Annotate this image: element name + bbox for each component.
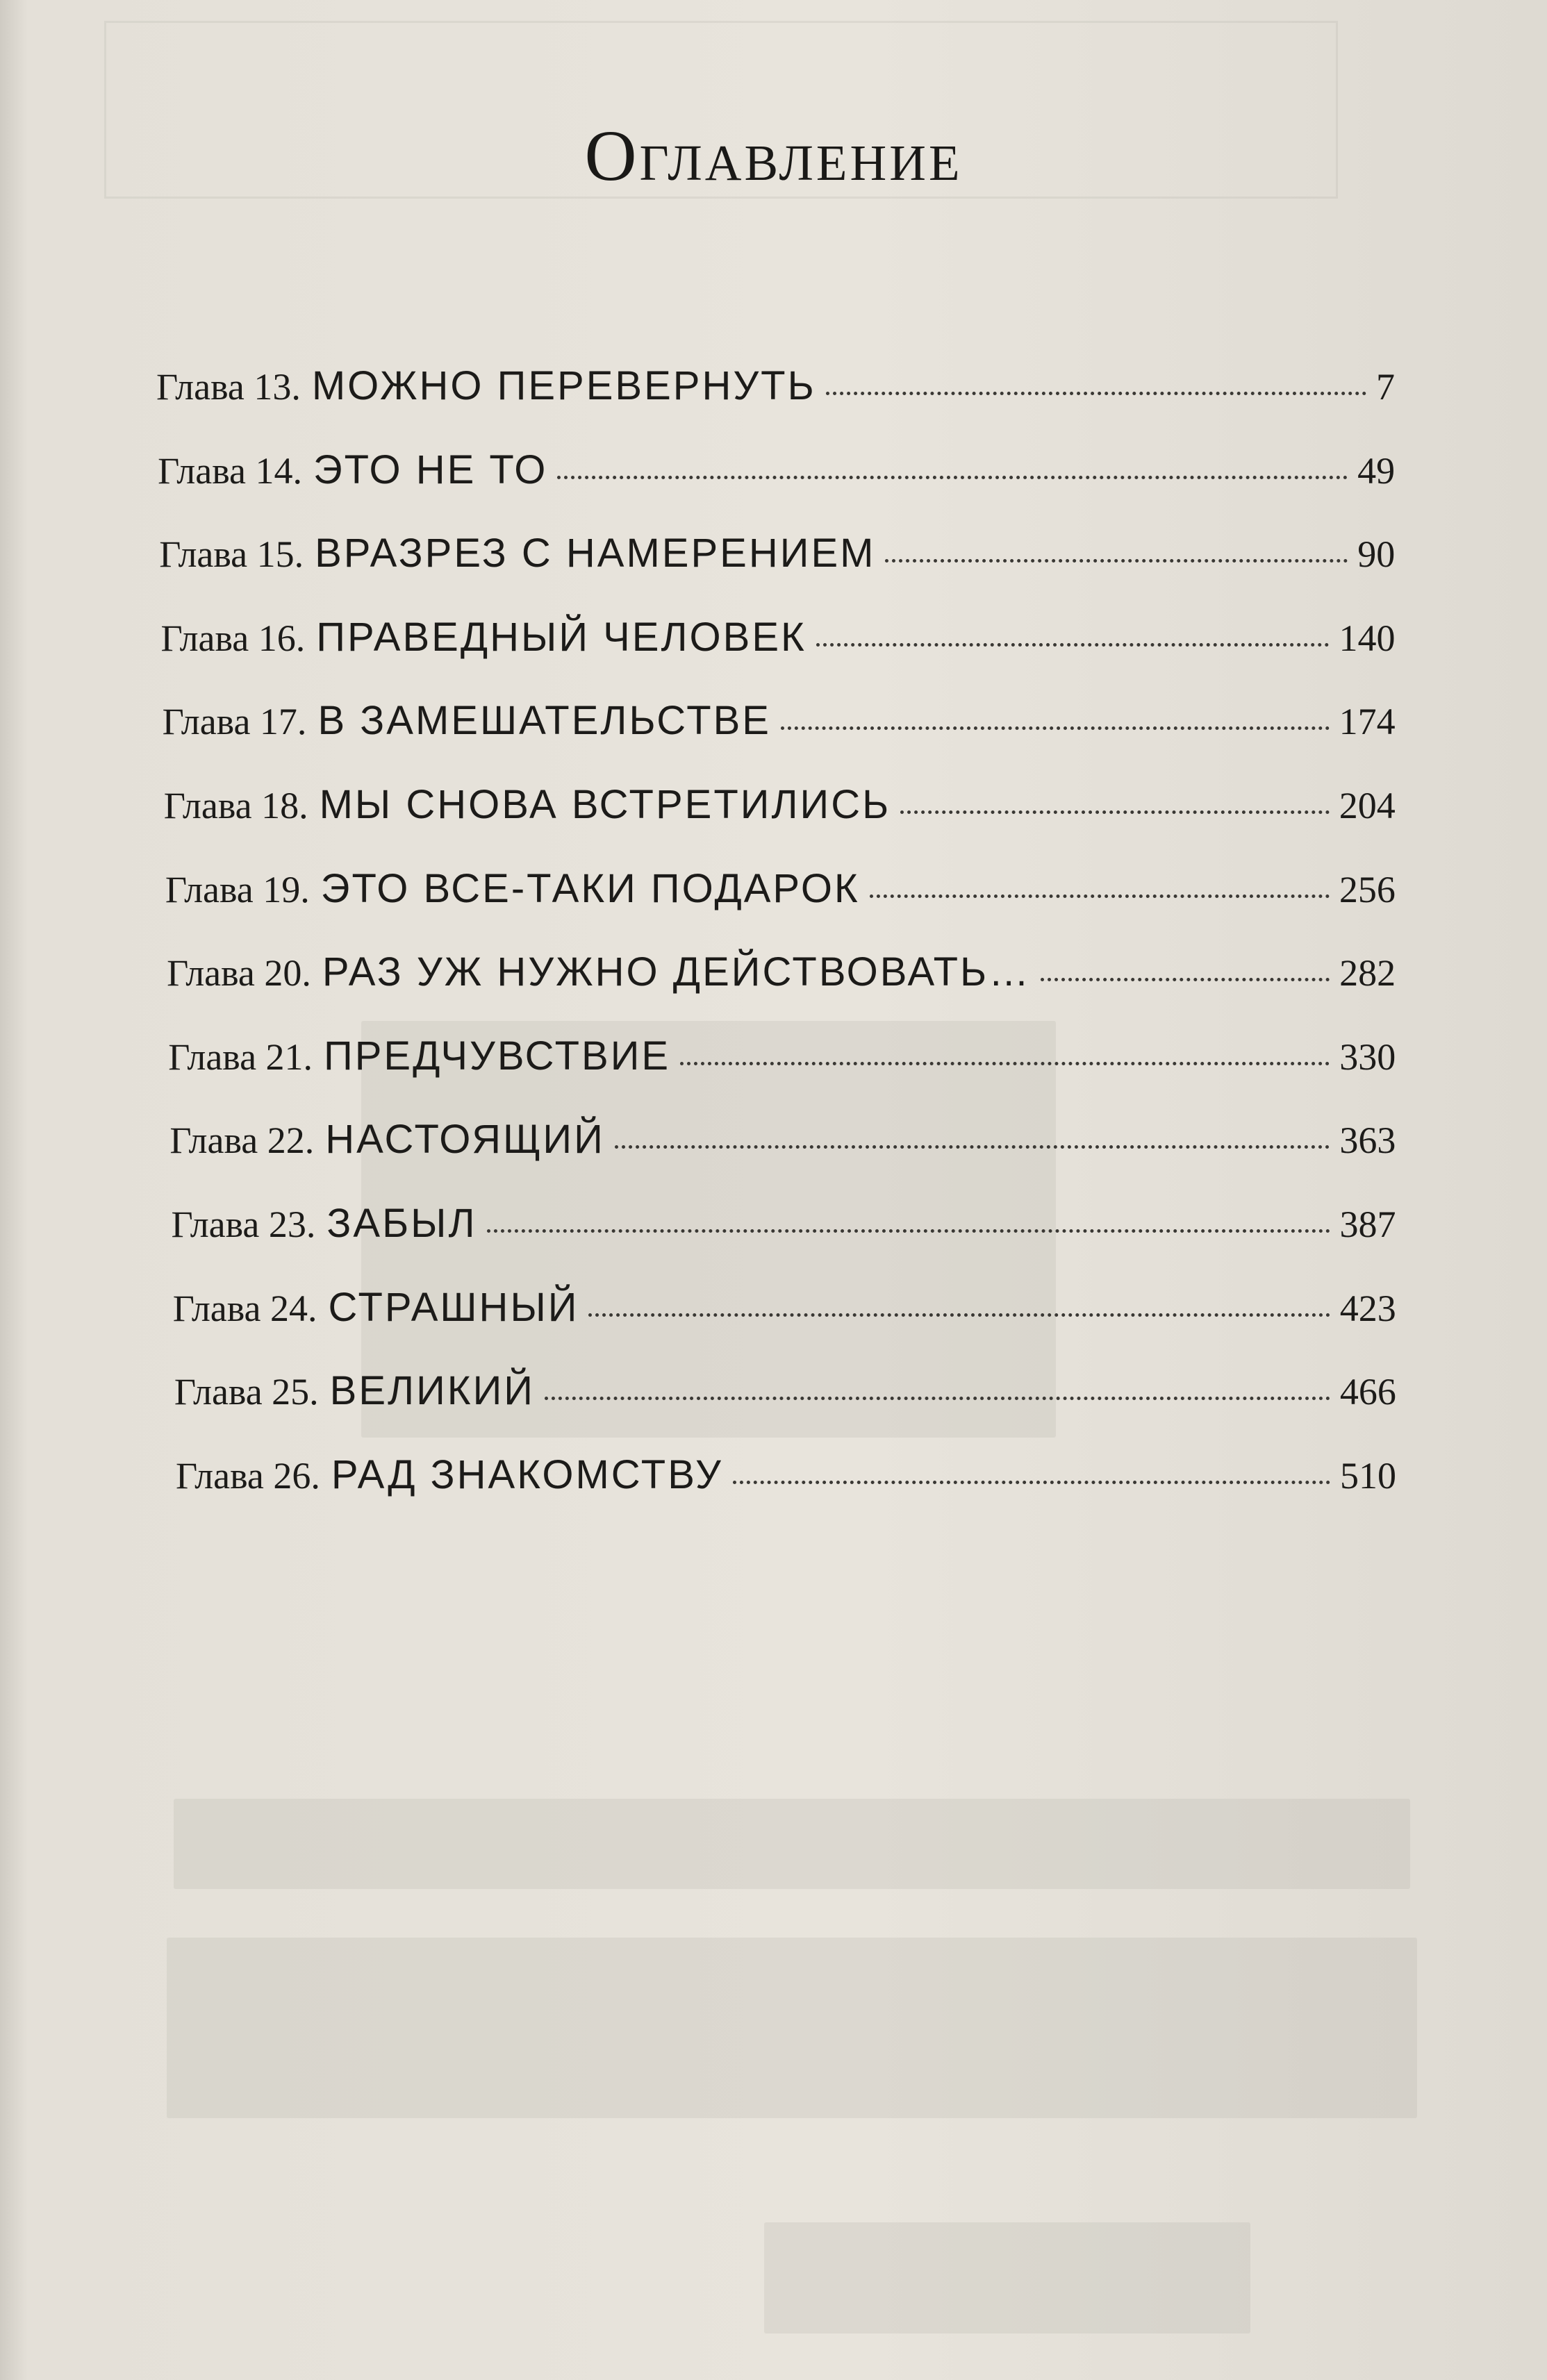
page-title: Оглавление [584, 116, 963, 196]
page-number: 256 [1339, 868, 1396, 910]
toc-entry [172, 1200, 1396, 1256]
dot-leader [545, 1397, 1330, 1400]
toc-entry [159, 530, 1395, 585]
dot-leader [615, 1145, 1330, 1149]
chapter-title: ВРАЗРЕЗ С НАМЕРЕНИЕМ [315, 531, 876, 576]
toc-entry [163, 697, 1396, 753]
page-number: 466 [1339, 1371, 1396, 1413]
chapter-number: Глава 13. [156, 366, 301, 408]
page-number: 204 [1339, 785, 1396, 826]
page-number: 140 [1339, 617, 1396, 659]
chapter-title: МЫ СНОВА ВСТРЕТИЛИСЬ [319, 782, 891, 827]
page-number: 90 [1357, 533, 1396, 576]
chapter-title: ПРЕДЧУВСТВИЕ [324, 1033, 671, 1079]
dot-leader [900, 810, 1330, 814]
toc-entry [174, 1367, 1396, 1423]
toc-entry [156, 363, 1395, 418]
chapter-title: РАЗ УЖ НУЖНО ДЕЙСТВОВАТЬ… [322, 949, 1032, 995]
chapter-title: НАСТОЯЩИЙ [325, 1117, 605, 1163]
chapter-title: СТРАШНЫЙ [328, 1284, 579, 1330]
dot-leader [487, 1229, 1330, 1233]
page-number: 282 [1339, 952, 1396, 995]
dot-leader [680, 1062, 1330, 1065]
dot-leader [1041, 978, 1330, 981]
page-number: 7 [1376, 366, 1395, 408]
chapter-number: Глава 23. [171, 1204, 316, 1245]
chapter-number: Глава 14. [158, 449, 302, 492]
page-number: 510 [1340, 1454, 1396, 1497]
dot-leader [826, 392, 1366, 395]
page-number: 387 [1339, 1204, 1396, 1245]
chapter-title: ПРАВЕДНЫЙ ЧЕЛОВЕК [316, 614, 806, 660]
page-number: 49 [1357, 449, 1396, 492]
chapter-number: Глава 20. [167, 952, 311, 995]
chapter-number: Глава 16. [160, 617, 306, 659]
toc-entry [169, 1116, 1396, 1172]
page-number: 174 [1339, 701, 1396, 743]
chapter-title: ЭТО ВСЕ-ТАКИ ПОДАРОК [320, 865, 860, 911]
chapter-number: Глава 22. [169, 1120, 315, 1162]
chapter-title: ВЕЛИКИЙ [329, 1368, 535, 1414]
dot-leader [781, 726, 1330, 730]
toc-entry [167, 949, 1396, 1004]
chapter-title: ЭТО НЕ ТО [313, 447, 548, 492]
dot-leader [588, 1313, 1330, 1317]
toc-entry [158, 447, 1395, 502]
chapter-title: В ЗАМЕШАТЕЛЬСТВЕ [317, 698, 771, 744]
toc-entry [176, 1451, 1396, 1507]
page-number: 423 [1339, 1287, 1396, 1329]
dot-leader [557, 476, 1348, 479]
chapter-number: Глава 25. [174, 1371, 319, 1413]
dot-leader [816, 643, 1330, 647]
toc-entry [165, 865, 1396, 921]
chapter-number: Глава 18. [163, 785, 308, 826]
page-number: 363 [1339, 1120, 1396, 1162]
chapter-number: Глава 26. [176, 1454, 320, 1497]
toc-entry [160, 614, 1395, 669]
chapter-title: РАД ЗНАКОМСТВУ [331, 1451, 723, 1497]
chapter-number: Глава 17. [162, 701, 307, 743]
dot-leader [870, 894, 1330, 898]
chapter-number: Глава 15. [159, 533, 304, 576]
chapter-title: МОЖНО ПЕРЕВЕРНУТЬ [311, 363, 816, 408]
dot-leader [885, 559, 1348, 563]
chapter-number: Глава 24. [172, 1287, 317, 1329]
page-number: 330 [1339, 1035, 1396, 1078]
toc-entry [164, 781, 1396, 837]
toc-entry [168, 1033, 1396, 1088]
chapter-title: ЗАБЫЛ [326, 1201, 477, 1246]
toc-entry [173, 1284, 1396, 1340]
chapter-number: Глава 19. [165, 868, 310, 910]
dot-leader [733, 1481, 1330, 1484]
chapter-number: Глава 21. [168, 1035, 313, 1078]
